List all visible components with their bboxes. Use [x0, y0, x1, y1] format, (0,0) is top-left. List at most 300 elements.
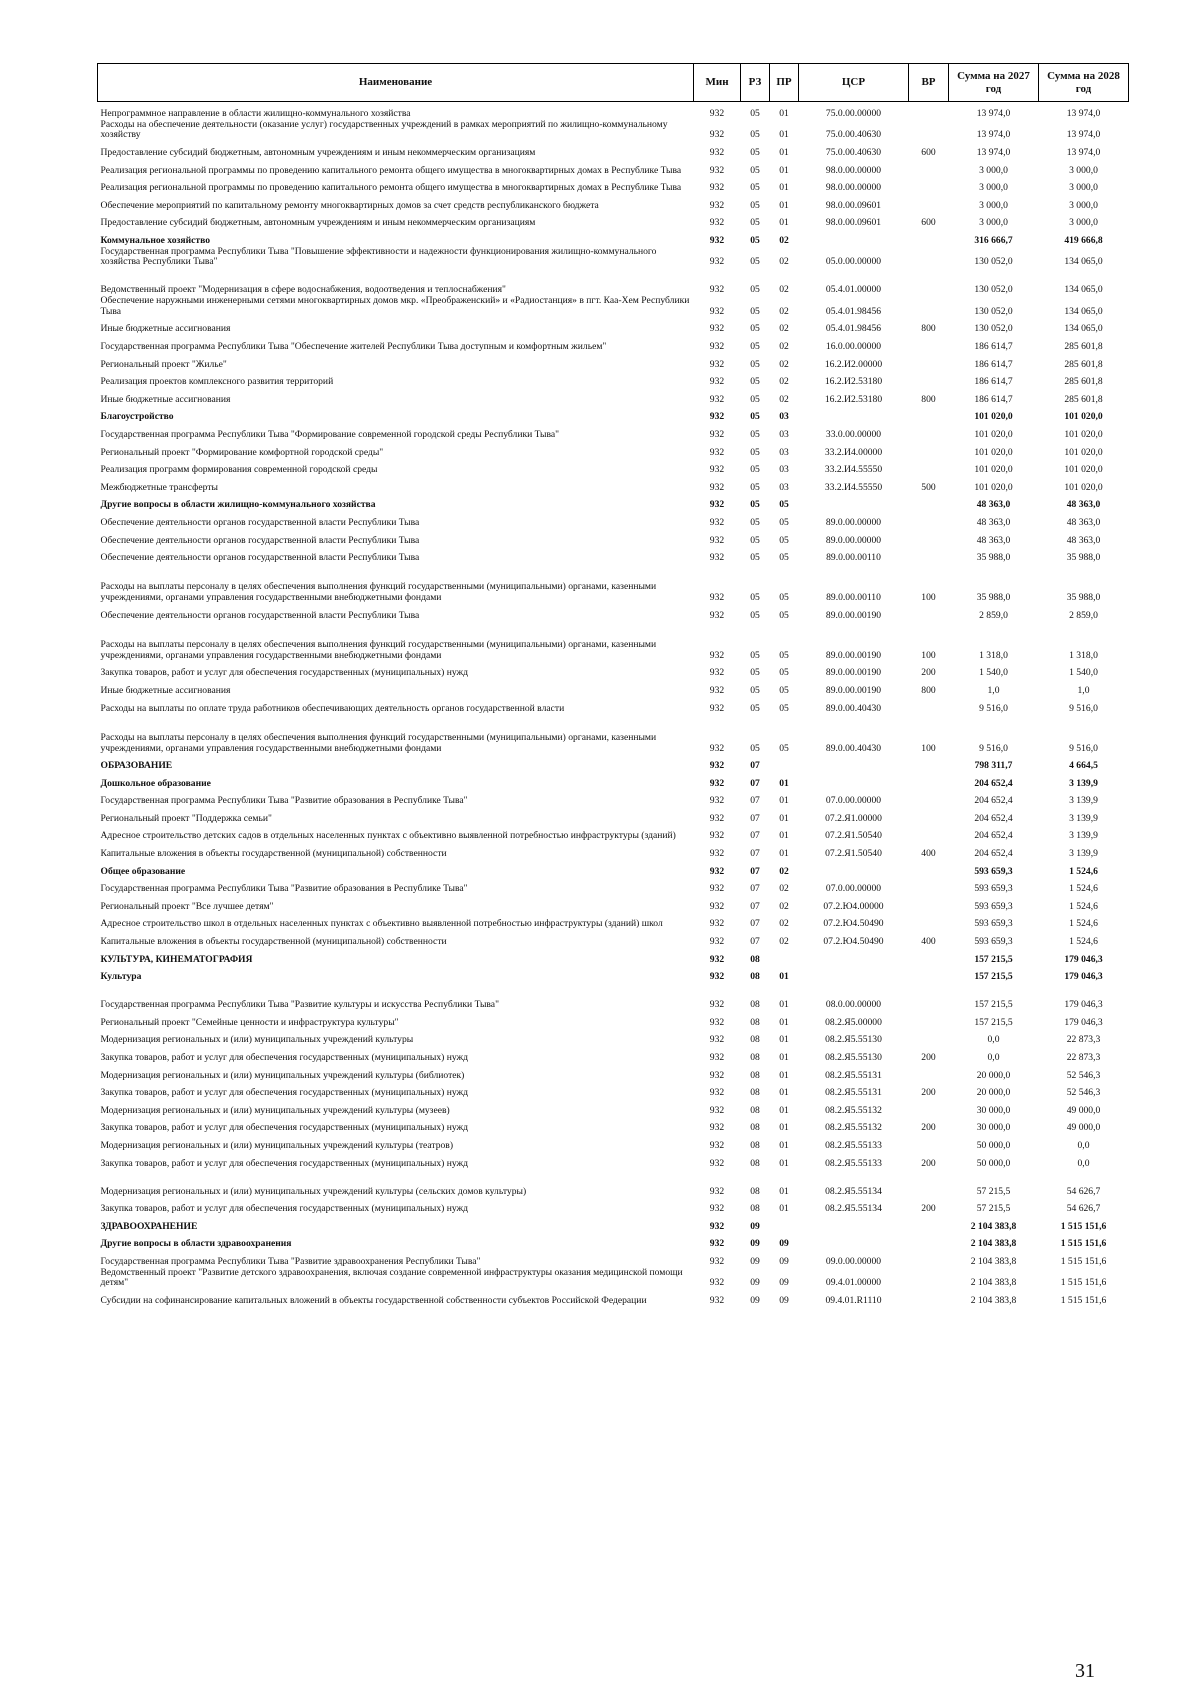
cell-pr: 02 [779, 305, 789, 317]
cell-csr: 89.0.00.00110 [826, 592, 881, 604]
cell-min: 932 [709, 684, 725, 696]
cell-rz: 07 [750, 848, 760, 860]
cell-pr: 01 [779, 1016, 789, 1028]
cell-min: 932 [709, 742, 725, 754]
cell-name: Закупка товаров, работ и услуг для обеспечения государственных (муниципальных) нужд [100, 1122, 469, 1134]
table-row [98, 789, 1129, 807]
cell-name: Другие вопросы в области здравоохранения [100, 1238, 292, 1250]
cell-rz: 05 [750, 217, 760, 229]
table-row [98, 120, 1129, 141]
table-row [98, 948, 1129, 966]
cell-csr: 07.2.Я1.50540 [825, 848, 882, 860]
cell-csr: 07.2.Ю4.50490 [823, 936, 884, 948]
cell-vr [909, 1250, 949, 1268]
cell-rz: 05 [750, 499, 760, 511]
cell-min: 932 [709, 464, 725, 476]
cell-rz: 09 [750, 1295, 760, 1307]
cell-csr: 08.2.Я5.55134 [825, 1203, 882, 1215]
header-min: Мин [694, 64, 741, 102]
cell-csr: 08.2.Я5.55130 [825, 1052, 882, 1064]
table-row [98, 335, 1129, 353]
cell-rz: 05 [750, 552, 760, 564]
cell-min: 932 [709, 129, 725, 141]
cell-sum-2027: 1 318,0 [979, 649, 1008, 661]
cell-csr: 16.2.И2.53180 [824, 393, 883, 405]
cell-rz: 05 [750, 702, 760, 714]
cell-pr: 02 [779, 234, 789, 246]
cell-vr: 200 [921, 1052, 936, 1064]
cell-rz: 05 [750, 341, 760, 353]
cell-min: 932 [709, 900, 725, 912]
cell-rz: 07 [750, 865, 760, 877]
cell-sum-2028: 3 139,9 [1069, 795, 1098, 807]
cell-sum-2027: 101 020,0 [974, 464, 1013, 476]
cell-sum-2028: 13 974,0 [1066, 129, 1101, 141]
cell-name: ЗДРАВООХРАНЕНИЕ [100, 1220, 198, 1232]
table-header-row [98, 64, 1129, 102]
cell-name: Расходы на выплаты персоналу в целях обеспечения выполнения функций государственными (муниципальными) органами, казенными учреждениями, органами управления государственными внебюджетными фондами [100, 581, 657, 604]
table-row [98, 458, 1129, 476]
cell-pr: 01 [779, 777, 789, 789]
cell-rz: 05 [750, 256, 760, 268]
cell-name: Региональный проект "Формирование комфортной городской среды" [100, 446, 384, 458]
cell-csr: 75.0.00.40630 [825, 146, 882, 158]
table-row [98, 1268, 1129, 1289]
cell-name: Модернизация региональных и (или) муниципальных учреждений культуры (библиотек) [100, 1069, 465, 1081]
cell-sum-2027: 2 859,0 [979, 609, 1008, 621]
cell-sum-2028: 1 524,6 [1069, 865, 1098, 877]
table-row [98, 296, 1129, 317]
cell-min: 932 [709, 534, 725, 546]
cell-name: Непрограммное направление в области жилищно-коммунального хозяйства [100, 107, 411, 119]
cell-rz: 07 [750, 760, 760, 772]
cell-min: 932 [709, 1220, 725, 1232]
cell-pr: 05 [779, 609, 789, 621]
cell-sum-2028: 1 515 151,6 [1060, 1277, 1107, 1289]
table-row [98, 1197, 1129, 1215]
cell-sum-2028: 285 601,8 [1064, 341, 1103, 353]
cell-sum-2027: 35 988,0 [976, 592, 1011, 604]
cell-vr: 100 [921, 649, 936, 661]
cell-sum-2028: 179 046,3 [1064, 971, 1103, 983]
cell-min: 932 [709, 999, 725, 1011]
cell-sum-2028: 2 859,0 [1069, 609, 1098, 621]
cell-csr [799, 965, 909, 983]
cell-min: 932 [709, 936, 725, 948]
cell-csr: 16.0.00.00000 [825, 341, 882, 353]
cell-sum-2027: 20 000,0 [976, 1087, 1011, 1099]
cell-csr: 33.2.И4.55550 [824, 464, 883, 476]
cell-rz: 05 [750, 107, 760, 119]
table-row [98, 1099, 1129, 1117]
cell-min: 932 [709, 1016, 725, 1028]
cell-sum-2028: 1 524,6 [1069, 883, 1098, 895]
table-row [98, 388, 1129, 406]
cell-sum-2028: 0,0 [1077, 1139, 1090, 1151]
cell-sum-2028: 1 515 151,6 [1060, 1220, 1107, 1232]
cell-sum-2027: 13 974,0 [976, 107, 1011, 119]
cell-sum-2027: 50 000,0 [976, 1139, 1011, 1151]
cell-sum-2027: 157 215,5 [974, 999, 1013, 1011]
cell-name: Обеспечение деятельности органов государственной власти Республики Тыва [100, 534, 420, 546]
cell-vr [909, 1011, 949, 1029]
cell-vr [909, 913, 949, 931]
cell-rz: 07 [750, 795, 760, 807]
cell-sum-2028: 48 363,0 [1066, 516, 1101, 528]
table-row [98, 102, 1129, 120]
cell-sum-2028: 1 515 151,6 [1060, 1255, 1107, 1267]
cell-min: 932 [709, 702, 725, 714]
header-sum-2027: Сумма на 2027 год [949, 64, 1039, 102]
cell-csr: 16.2.И2.53180 [824, 376, 883, 388]
table-row [98, 842, 1129, 860]
cell-csr: 08.2.Я5.00000 [825, 1016, 882, 1028]
cell-vr: 200 [921, 1203, 936, 1215]
cell-rz: 05 [750, 742, 760, 754]
cell-pr: 01 [779, 199, 789, 211]
cell-csr: 89.0.00.00190 [825, 609, 882, 621]
cell-csr: 16.2.И2.00000 [824, 358, 883, 370]
table-row [98, 714, 1129, 754]
cell-vr [909, 807, 949, 825]
cell-name: Реализация региональной программы по проведению капитального ремонта общего имущества в многоквартирных домах в Республике Тыва [100, 182, 682, 194]
cell-csr [799, 494, 909, 512]
cell-sum-2027: 30 000,0 [976, 1122, 1011, 1134]
cell-pr: 03 [779, 411, 789, 423]
cell-csr: 07.2.Я1.00000 [825, 812, 882, 824]
cell-name: Ведомственный проект "Модернизация в сфере водоснабжения, водоотведения и теплоснабжения" [100, 284, 506, 296]
cell-name: Государственная программа Республики Тыва "Развитие культуры и искусства Республики Тыва" [100, 999, 499, 1011]
cell-pr: 05 [779, 667, 789, 679]
table-row [98, 546, 1129, 564]
cell-sum-2027: 2 104 383,8 [970, 1255, 1017, 1267]
cell-pr: 02 [779, 865, 789, 877]
cell-rz: 05 [750, 146, 760, 158]
table-row [98, 913, 1129, 931]
cell-pr: 01 [779, 217, 789, 229]
table-row [98, 1046, 1129, 1064]
cell-name: Модернизация региональных и (или) муниципальных учреждений культуры [100, 1034, 414, 1046]
cell-sum-2028: 22 873,3 [1066, 1034, 1101, 1046]
cell-sum-2027: 101 020,0 [974, 446, 1013, 458]
cell-csr: 98.0.00.09601 [825, 199, 882, 211]
cell-min: 932 [709, 1203, 725, 1215]
cell-csr [799, 229, 909, 247]
cell-csr: 98.0.00.00000 [825, 182, 882, 194]
cell-sum-2027: 3 000,0 [979, 164, 1008, 176]
cell-csr: 05.4.01.00000 [825, 284, 882, 296]
cell-sum-2028: 3 000,0 [1069, 182, 1098, 194]
cell-sum-2028: 101 020,0 [1064, 481, 1103, 493]
cell-pr: 01 [779, 1069, 789, 1081]
cell-rz: 05 [750, 592, 760, 604]
cell-csr: 89.0.00.40430 [825, 702, 882, 714]
cell-sum-2027: 1,0 [987, 684, 1000, 696]
cell-sum-2028: 101 020,0 [1064, 428, 1103, 440]
cell-rz: 05 [750, 428, 760, 440]
cell-vr [909, 1029, 949, 1047]
table-row [98, 423, 1129, 441]
cell-vr [909, 772, 949, 790]
cell-name: КУЛЬТУРА, КИНЕМАТОГРАФИЯ [100, 953, 253, 965]
cell-rz: 05 [750, 684, 760, 696]
cell-rz: 07 [750, 936, 760, 948]
table-row [98, 1152, 1129, 1170]
cell-csr: 08.2.Я5.55131 [825, 1069, 882, 1081]
table-row [98, 1117, 1129, 1135]
table-row [98, 1215, 1129, 1233]
cell-pr: 03 [779, 446, 789, 458]
header-vr: ВР [909, 64, 949, 102]
cell-sum-2027: 186 614,7 [974, 393, 1013, 405]
cell-sum-2027: 48 363,0 [976, 516, 1011, 528]
cell-name: Региональный проект "Все лучшее детям" [100, 900, 274, 912]
cell-rz: 05 [750, 305, 760, 317]
cell-pr: 01 [779, 795, 789, 807]
cell-sum-2027: 186 614,7 [974, 341, 1013, 353]
cell-rz: 05 [750, 376, 760, 388]
table-row [98, 1169, 1129, 1197]
cell-csr: 89.0.00.00000 [825, 534, 882, 546]
cell-vr [909, 1268, 949, 1289]
cell-vr [909, 159, 949, 177]
cell-csr [799, 948, 909, 966]
table-row [98, 772, 1129, 790]
cell-sum-2028: 9 516,0 [1069, 702, 1098, 714]
cell-sum-2028: 1 515 151,6 [1060, 1238, 1107, 1250]
cell-name: Модернизация региональных и (или) муниципальных учреждений культуры (музеев) [100, 1104, 450, 1116]
cell-vr [909, 697, 949, 715]
cell-vr [909, 860, 949, 878]
cell-name: Адресное строительство детских садов в отдельных населенных пунктах с объективно выявленной потребностью инфраструктуры (зданий) [100, 830, 676, 842]
cell-min: 932 [709, 323, 725, 335]
cell-sum-2028: 134 065,0 [1064, 323, 1103, 335]
cell-sum-2028: 0,0 [1077, 1157, 1090, 1169]
cell-min: 932 [709, 358, 725, 370]
cell-pr: 02 [779, 393, 789, 405]
table-body [98, 102, 1129, 1307]
table-row [98, 930, 1129, 948]
table-row [98, 159, 1129, 177]
cell-csr: 09.4.01.00000 [825, 1277, 882, 1289]
table-row [98, 1134, 1129, 1152]
cell-sum-2027: 204 652,4 [974, 830, 1013, 842]
cell-name: Обеспечение деятельности органов государственной власти Республики Тыва [100, 552, 420, 564]
cell-pr: 01 [779, 129, 789, 141]
cell-rz: 05 [750, 609, 760, 621]
cell-sum-2028: 49 000,0 [1066, 1122, 1101, 1134]
cell-pr: 09 [779, 1255, 789, 1267]
cell-vr [909, 370, 949, 388]
cell-sum-2027: 13 974,0 [976, 129, 1011, 141]
cell-rz: 09 [750, 1220, 760, 1232]
cell-min: 932 [709, 592, 725, 604]
cell-csr: 75.0.00.00000 [825, 107, 882, 119]
table-row [98, 494, 1129, 512]
cell-name: Закупка товаров, работ и услуг для обеспечения государственных (муниципальных) нужд [100, 1087, 469, 1099]
cell-name: Другие вопросы в области жилищно-коммунального хозяйства [100, 499, 376, 511]
cell-pr: 05 [779, 552, 789, 564]
cell-vr: 400 [921, 936, 936, 948]
cell-sum-2027: 130 052,0 [974, 305, 1013, 317]
cell-min: 932 [709, 1238, 725, 1250]
cell-name: Адресное строительство школ в отдельных населенных пунктах с объективно выявленной потребностью инфраструктуры (зданий) школ [100, 918, 663, 930]
cell-min: 932 [709, 1295, 725, 1307]
table-row [98, 211, 1129, 229]
cell-vr: 500 [921, 481, 936, 493]
cell-rz: 08 [750, 1104, 760, 1116]
cell-pr: 01 [779, 1087, 789, 1099]
table-row [98, 1081, 1129, 1099]
cell-csr: 07.2.Я1.50540 [825, 830, 882, 842]
cell-vr: 600 [921, 146, 936, 158]
cell-vr [909, 176, 949, 194]
cell-csr: 08.2.Я5.55132 [825, 1104, 882, 1116]
cell-sum-2027: 204 652,4 [974, 848, 1013, 860]
cell-sum-2028: 1,0 [1077, 684, 1090, 696]
cell-vr [909, 529, 949, 547]
cell-csr: 08.0.00.00000 [825, 999, 882, 1011]
cell-vr [909, 983, 949, 1011]
cell-sum-2028: 3 000,0 [1069, 164, 1098, 176]
cell-pr: 01 [779, 971, 789, 983]
cell-sum-2028: 101 020,0 [1064, 446, 1103, 458]
cell-sum-2027: 593 659,3 [974, 865, 1013, 877]
cell-rz: 08 [750, 1069, 760, 1081]
cell-rz: 08 [750, 1034, 760, 1046]
cell-rz: 05 [750, 649, 760, 661]
cell-min: 932 [709, 164, 725, 176]
cell-sum-2028: 134 065,0 [1064, 284, 1103, 296]
cell-name: Закупка товаров, работ и услуг для обеспечения государственных (муниципальных) нужд [100, 667, 469, 679]
cell-pr: 03 [779, 428, 789, 440]
cell-min: 932 [709, 411, 725, 423]
cell-csr: 75.0.00.40630 [825, 129, 882, 141]
cell-rz: 07 [750, 830, 760, 842]
cell-min: 932 [709, 1122, 725, 1134]
cell-pr: 01 [779, 1203, 789, 1215]
cell-min: 932 [709, 1069, 725, 1081]
cell-rz: 07 [750, 918, 760, 930]
cell-pr: 05 [779, 534, 789, 546]
cell-vr [909, 296, 949, 317]
cell-min: 932 [709, 953, 725, 965]
cell-vr [909, 102, 949, 120]
cell-name: Обеспечение деятельности органов государственной власти Республики Тыва [100, 609, 420, 621]
cell-pr [770, 754, 799, 772]
cell-pr: 05 [779, 702, 789, 714]
cell-rz: 05 [750, 358, 760, 370]
cell-name: Региональный проект "Жилье" [100, 358, 227, 370]
table-row [98, 877, 1129, 895]
cell-name: Капитальные вложения в объекты государственной (муниципальной) собственности [100, 848, 447, 860]
cell-rz: 05 [750, 182, 760, 194]
header-sum-2028: Сумма на 2028 год [1039, 64, 1129, 102]
cell-name: Предоставление субсидий бюджетным, автономным учреждениям и иным некоммерческим организациям [100, 146, 536, 158]
cell-sum-2027: 186 614,7 [974, 376, 1013, 388]
cell-sum-2028: 35 988,0 [1066, 592, 1101, 604]
cell-csr: 98.0.00.00000 [825, 164, 882, 176]
cell-sum-2027: 186 614,7 [974, 358, 1013, 370]
cell-pr: 01 [779, 146, 789, 158]
cell-vr [909, 353, 949, 371]
header-csr: ЦСР [799, 64, 909, 102]
cell-rz: 05 [750, 446, 760, 458]
cell-name: Региональный проект "Семейные ценности и инфраструктура культуры" [100, 1016, 399, 1028]
cell-name: Иные бюджетные ассигнования [100, 684, 231, 696]
cell-name: Государственная программа Республики Тыва "Развитие здравоохранения Республики Тыва" [100, 1255, 481, 1267]
cell-pr: 05 [779, 592, 789, 604]
cell-sum-2027: 2 104 383,8 [970, 1295, 1017, 1307]
table-row [98, 476, 1129, 494]
cell-vr: 200 [921, 1087, 936, 1099]
cell-vr [909, 1233, 949, 1251]
cell-rz: 05 [750, 323, 760, 335]
cell-min: 932 [709, 1157, 725, 1169]
cell-vr [909, 754, 949, 772]
cell-vr [909, 511, 949, 529]
cell-sum-2028: 54 626,7 [1066, 1203, 1101, 1215]
cell-min: 932 [709, 830, 725, 842]
cell-sum-2028: 35 988,0 [1066, 552, 1101, 564]
cell-rz: 07 [750, 883, 760, 895]
cell-sum-2027: 593 659,3 [974, 900, 1013, 912]
cell-sum-2028: 54 626,7 [1066, 1185, 1101, 1197]
table-row [98, 564, 1129, 604]
table-row [98, 825, 1129, 843]
table-row [98, 247, 1129, 268]
cell-sum-2027: 101 020,0 [974, 481, 1013, 493]
cell-sum-2027: 2 104 383,8 [970, 1277, 1017, 1289]
cell-vr [909, 948, 949, 966]
cell-name: Иные бюджетные ассигнования [100, 323, 231, 335]
cell-name: Реализация проектов комплексного развития территорий [100, 376, 334, 388]
cell-csr: 08.2.Я5.55134 [825, 1185, 882, 1197]
cell-sum-2028: 285 601,8 [1064, 358, 1103, 370]
cell-name: Коммунальное хозяйство [100, 234, 210, 246]
cell-min: 932 [709, 146, 725, 158]
cell-csr: 08.2.Я5.55131 [825, 1087, 882, 1099]
cell-min: 932 [709, 199, 725, 211]
cell-sum-2028: 1 318,0 [1069, 649, 1098, 661]
cell-pr: 02 [779, 900, 789, 912]
cell-sum-2028: 1 515 151,6 [1060, 1295, 1107, 1307]
cell-min: 932 [709, 499, 725, 511]
cell-sum-2028: 52 546,3 [1066, 1069, 1101, 1081]
cell-sum-2028: 1 524,6 [1069, 900, 1098, 912]
cell-sum-2028: 285 601,8 [1064, 393, 1103, 405]
cell-sum-2028: 13 974,0 [1066, 107, 1101, 119]
cell-csr: 05.4.01.98456 [825, 323, 882, 335]
cell-rz: 08 [750, 1157, 760, 1169]
cell-min: 932 [709, 234, 725, 246]
cell-sum-2027: 1 540,0 [979, 667, 1008, 679]
table-row [98, 229, 1129, 247]
cell-csr [799, 772, 909, 790]
cell-name: Культура [100, 971, 142, 983]
cell-vr: 200 [921, 667, 936, 679]
cell-name: Обеспечение мероприятий по капитальному ремонту многоквартирных домов за счет средств республиканского бюджета [100, 199, 599, 211]
cell-pr: 01 [779, 1185, 789, 1197]
cell-vr [909, 1099, 949, 1117]
table-row [98, 807, 1129, 825]
cell-csr: 05.0.00.00000 [825, 256, 882, 268]
cell-sum-2027: 3 000,0 [979, 217, 1008, 229]
cell-vr [909, 268, 949, 296]
cell-vr [909, 789, 949, 807]
cell-sum-2027: 2 104 383,8 [970, 1220, 1017, 1232]
cell-csr: 08.2.Я5.55132 [825, 1122, 882, 1134]
